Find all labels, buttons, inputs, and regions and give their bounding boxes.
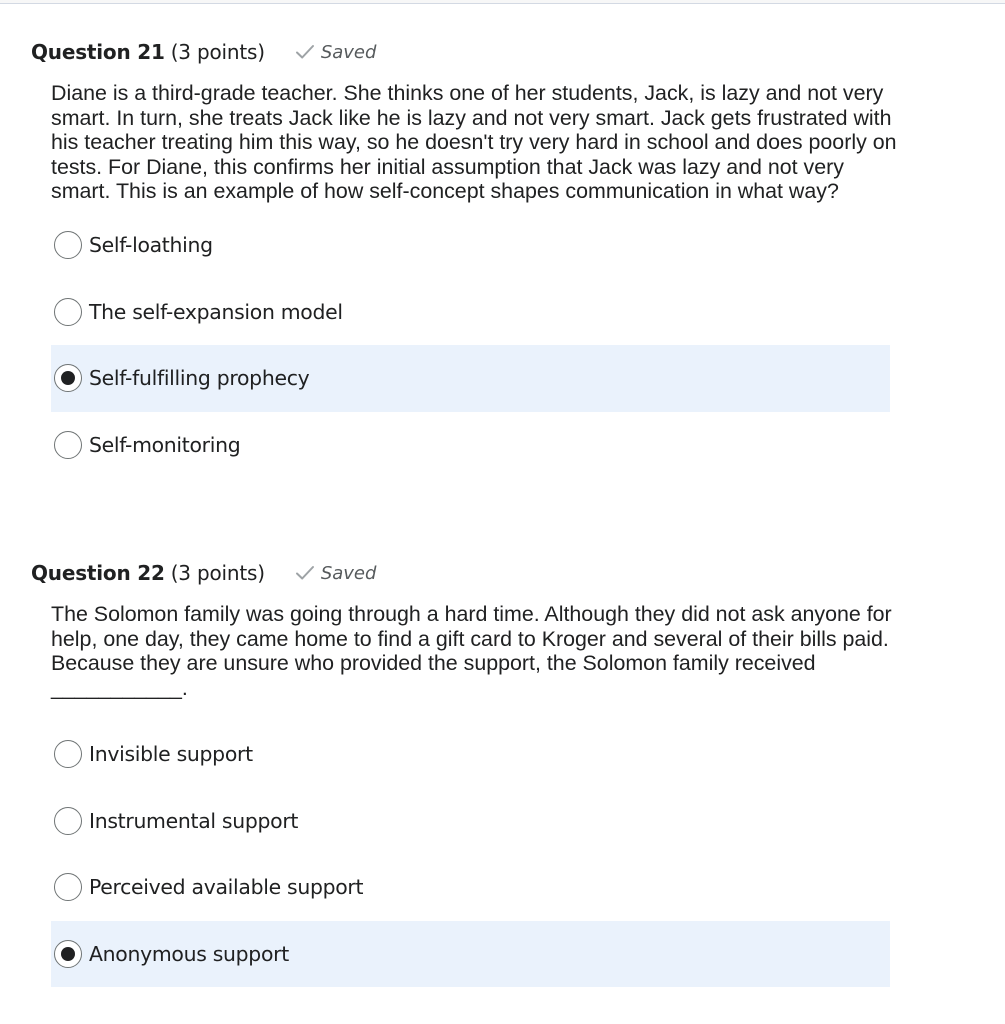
option-label: Instrumental support bbox=[89, 808, 299, 833]
radio-dot bbox=[61, 947, 75, 961]
saved-status bbox=[295, 563, 377, 584]
radio-selected-icon[interactable] bbox=[54, 364, 82, 392]
option-instrumental-support[interactable] bbox=[51, 788, 890, 855]
option-self-loathing[interactable] bbox=[51, 212, 890, 279]
option-label: Self-fulfilling prophecy bbox=[89, 366, 310, 391]
radio-unselected-icon[interactable] bbox=[54, 231, 82, 259]
option-anonymous-support[interactable] bbox=[51, 921, 890, 988]
question-points: (3 points) bbox=[170, 561, 265, 585]
option-label: Anonymous support bbox=[89, 942, 289, 967]
question-header bbox=[31, 38, 376, 66]
radio-unselected-icon[interactable] bbox=[54, 740, 82, 768]
question-text: The Solomon family was going through a hard time. Although they did not ask anyone for help, one day, they came home to find a gift card to Kroger and several of their bills paid. Because they are unsure who provided the support, the Solomon family received ___________. bbox=[51, 602, 892, 700]
check-icon bbox=[295, 43, 315, 61]
option-perceived-available-support[interactable] bbox=[51, 854, 890, 921]
option-invisible-support[interactable] bbox=[51, 721, 890, 788]
radio-dot bbox=[61, 371, 75, 385]
radio-selected-icon[interactable] bbox=[54, 940, 82, 968]
answer-options bbox=[51, 212, 890, 478]
option-label: Self-monitoring bbox=[89, 433, 241, 458]
radio-unselected-icon[interactable] bbox=[54, 298, 82, 326]
check-icon bbox=[295, 564, 315, 582]
question-text: Diane is a third-grade teacher. She thinks one of her students, Jack, is lazy and not very smart. In turn, she treats Jack like he is lazy and not very smart. Jack gets frustrated with his teacher treating him this way, so he doesn't try very hard in school and does poorly on tests. For Diane, this confirms her initial assumption that Jack was lazy and not very smart. This is an example of how self-concept shapes communication in what way? bbox=[51, 81, 897, 204]
option-self-fulfilling-prophecy[interactable] bbox=[51, 345, 890, 412]
saved-status bbox=[295, 42, 377, 63]
question-header bbox=[31, 559, 376, 587]
option-label: The self-expansion model bbox=[89, 299, 343, 324]
option-label: Invisible support bbox=[89, 742, 253, 767]
option-label: Perceived available support bbox=[89, 875, 364, 900]
saved-label: Saved bbox=[320, 562, 377, 584]
question-points: (3 points) bbox=[170, 40, 265, 64]
option-label: Self-loathing bbox=[89, 233, 213, 258]
top-divider bbox=[0, 0, 1005, 4]
option-self-monitoring[interactable] bbox=[51, 412, 890, 479]
radio-unselected-icon[interactable] bbox=[54, 873, 82, 901]
radio-unselected-icon[interactable] bbox=[54, 807, 82, 835]
question-title: Question 22 bbox=[31, 561, 165, 585]
saved-label: Saved bbox=[320, 41, 377, 63]
option-self-expansion-model[interactable] bbox=[51, 279, 890, 346]
answer-options bbox=[51, 721, 890, 987]
question-title: Question 21 bbox=[31, 40, 165, 64]
radio-unselected-icon[interactable] bbox=[54, 431, 82, 459]
